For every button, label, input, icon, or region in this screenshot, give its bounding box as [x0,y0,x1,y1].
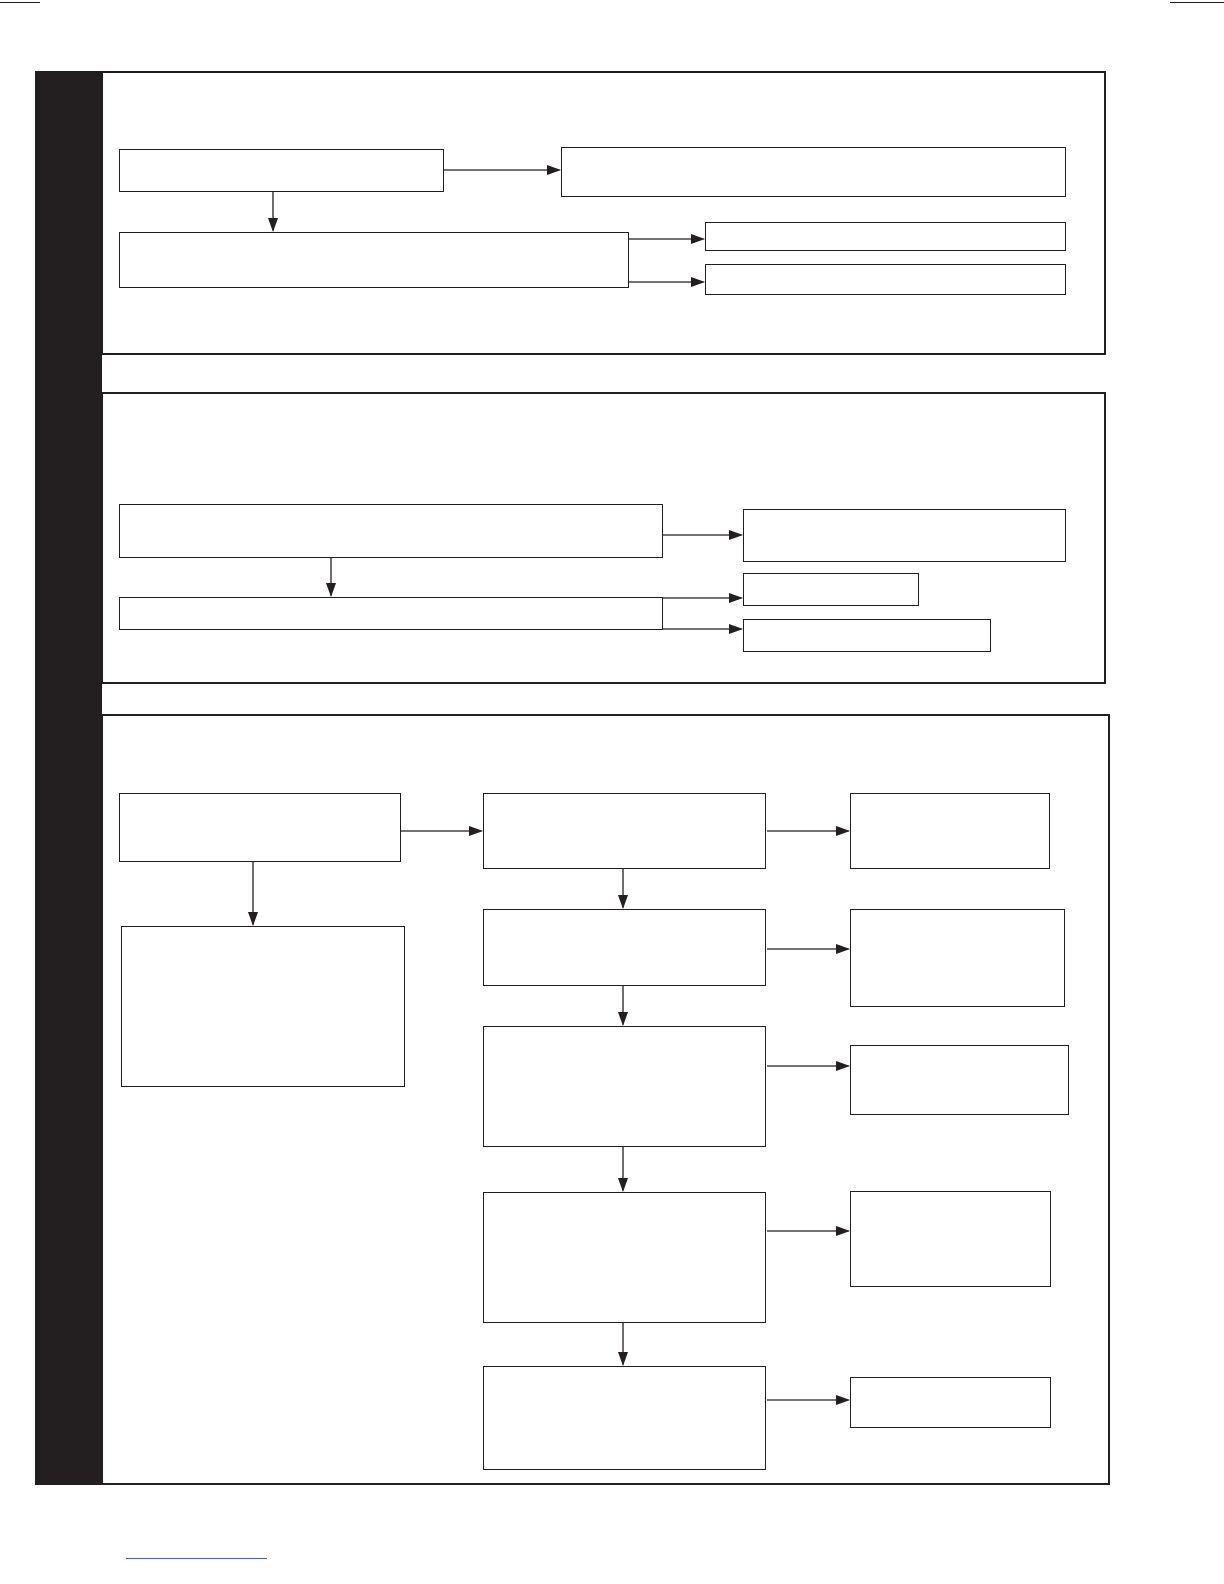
flow-box-p1-b2 [561,147,1066,197]
crop-mark-top-right [1170,2,1224,3]
flow-box-p3-b5 [483,909,766,986]
flow-box-p3-b12 [850,1377,1051,1428]
crop-mark-top-left [0,2,40,3]
flow-box-p3-b3 [121,926,405,1087]
flow-box-p3-b9 [483,1192,766,1323]
flowchart-panel-1 [101,71,1106,355]
flow-box-p2-b2 [743,509,1066,562]
flow-box-p3-b4 [850,793,1050,869]
flow-box-p2-b1 [119,504,663,558]
flow-box-p3-b2 [483,793,766,869]
sidebar-tab-bar [35,71,102,1485]
flow-box-p3-b8 [850,1045,1069,1115]
footer-link-underline[interactable] [126,1558,267,1559]
flow-box-p1-b4 [705,222,1066,251]
flow-box-p2-b4 [743,573,919,606]
flow-box-p3-b6 [850,909,1065,1007]
flow-box-p3-b7 [483,1026,766,1147]
flow-box-p1-b5 [705,264,1066,295]
flow-box-p1-b3 [119,232,629,288]
flow-box-p2-b3 [119,597,663,630]
flow-box-p2-b5 [743,619,991,652]
flow-box-p3-b11 [483,1366,766,1470]
flow-box-p3-b1 [119,793,401,862]
flow-box-p3-b10 [850,1191,1051,1287]
flow-box-p1-b1 [119,149,444,192]
